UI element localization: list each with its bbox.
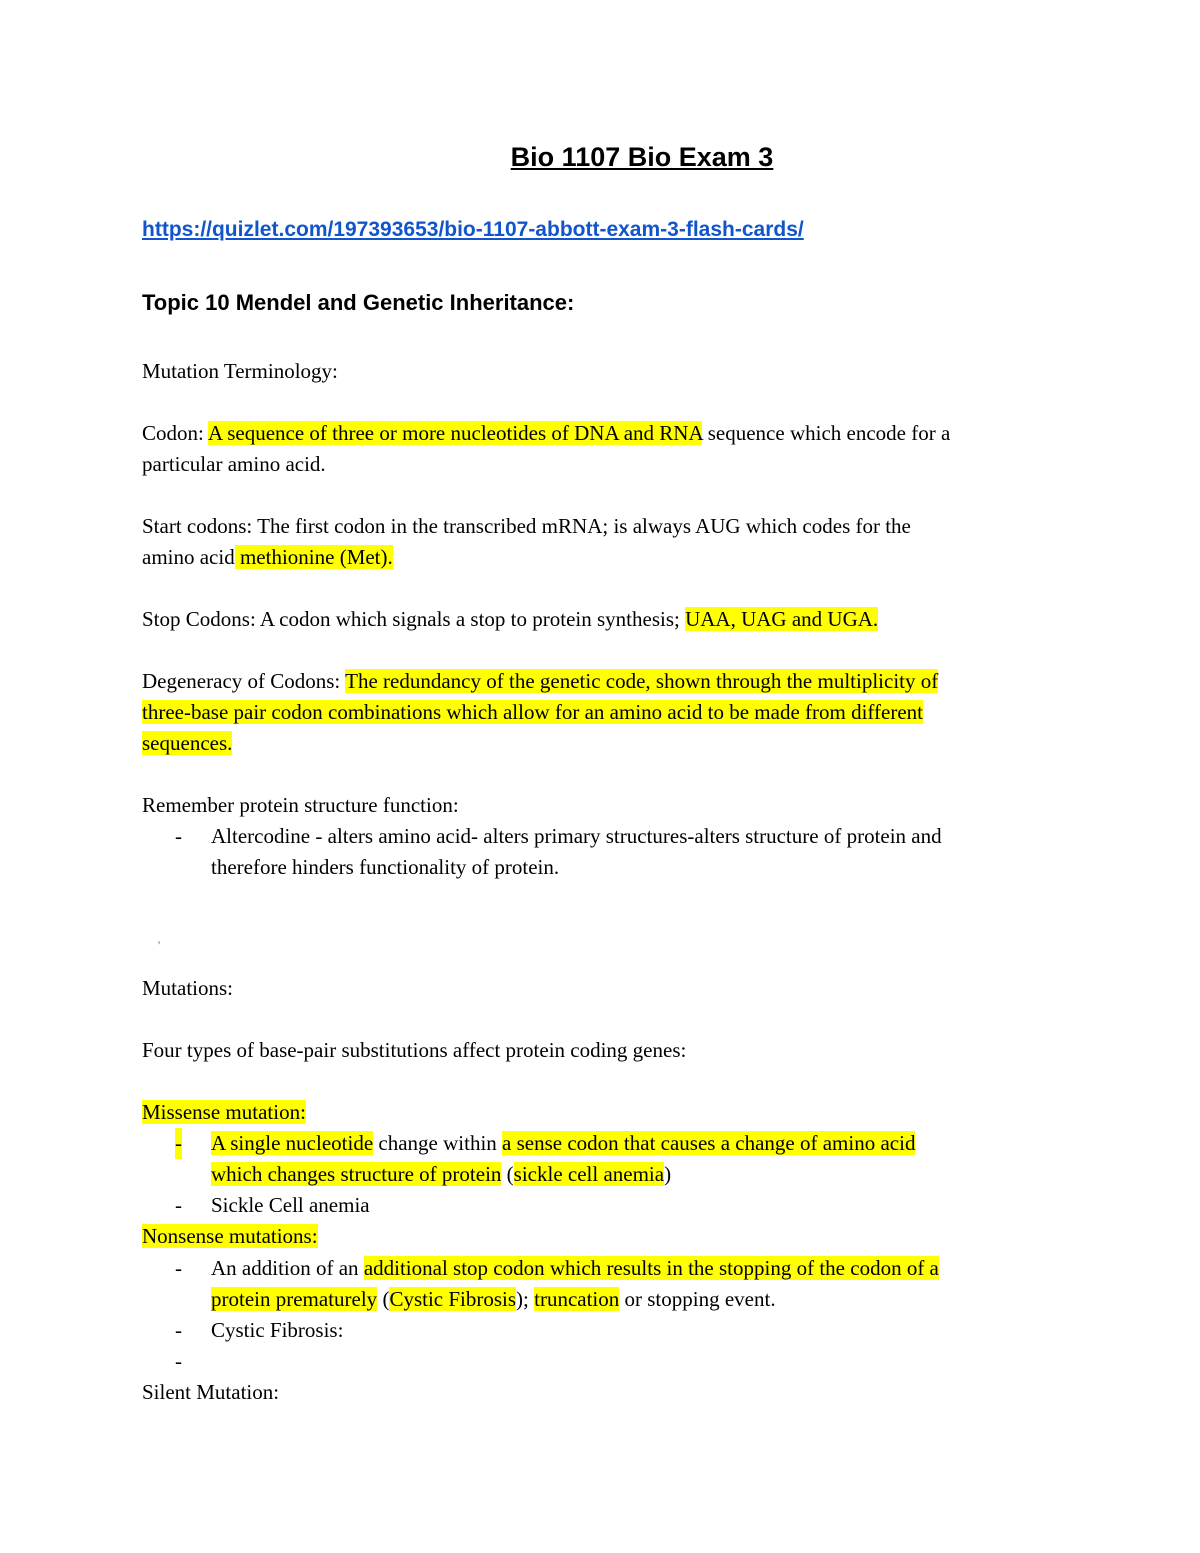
altercodine-item: Altercodine - alters amino acid- alters primary structures-alters structure of protein and [211, 824, 942, 848]
remember-heading: Remember protein structure function: [142, 793, 459, 817]
mutation-terminology-heading: Mutation Terminology: [142, 359, 338, 383]
altercodine-item-cont: therefore hinders functionality of protein. [211, 855, 560, 879]
silent-heading: Silent Mutation: [142, 1380, 280, 1404]
missense-heading: Missense mutation: [142, 1100, 306, 1124]
stray-mark: ' [158, 938, 161, 952]
list-bullet: - [175, 824, 182, 848]
quizlet-link[interactable]: https://quizlet.com/197393653/bio-1107-abbott-exam-3-flash-cards/ [142, 218, 804, 241]
four-types-text: Four types of base-pair substitutions affect protein coding genes: [142, 1038, 687, 1062]
list-bullet: - [175, 1256, 182, 1280]
list-bullet: - [175, 1128, 182, 1159]
topic-heading: Topic 10 Mendel and Genetic Inheritance: [142, 290, 575, 315]
degeneracy-definition-end: sequences. [142, 731, 233, 755]
start-codons-definition-cont: amino acid methionine (Met). [142, 545, 393, 569]
nonsense-heading: Nonsense mutations: [142, 1224, 318, 1248]
codon-definition: Codon: A sequence of three or more nucleotides of DNA and RNA sequence which encode for a [142, 421, 951, 445]
nonsense-item-cont: protein prematurely (Cystic Fibrosis); truncation or stopping event. [211, 1287, 776, 1311]
start-codons-definition: Start codons: The first codon in the transcribed mRNA; is always AUG which codes for the [142, 514, 911, 538]
cystic-fibrosis-item: Cystic Fibrosis: [211, 1318, 344, 1342]
nonsense-item: An addition of an additional stop codon which results in the stopping of the codon of a [211, 1256, 939, 1280]
codon-definition-cont: particular amino acid. [142, 452, 326, 476]
document-title: Bio 1107 Bio Exam 3 [510, 142, 774, 172]
mutations-heading: Mutations: [142, 976, 234, 1000]
missense-item: A single nucleotide change within a sense codon that causes a change of amino acid [211, 1131, 916, 1155]
list-bullet: - [175, 1193, 182, 1217]
list-bullet: - [175, 1349, 182, 1373]
degeneracy-definition-cont: three-base pair codon combinations which allow for an amino acid to be made from different [142, 700, 924, 724]
list-bullet: - [175, 1318, 182, 1342]
sickle-cell-item: Sickle Cell anemia [211, 1193, 370, 1217]
missense-item-cont: which changes structure of protein (sickle cell anemia) [211, 1162, 672, 1186]
degeneracy-definition: Degeneracy of Codons: The redundancy of the genetic code, shown through the multiplicity of [142, 669, 939, 693]
stop-codons-definition: Stop Codons: A codon which signals a stop to protein synthesis; UAA, UAG and UGA. [142, 607, 879, 631]
